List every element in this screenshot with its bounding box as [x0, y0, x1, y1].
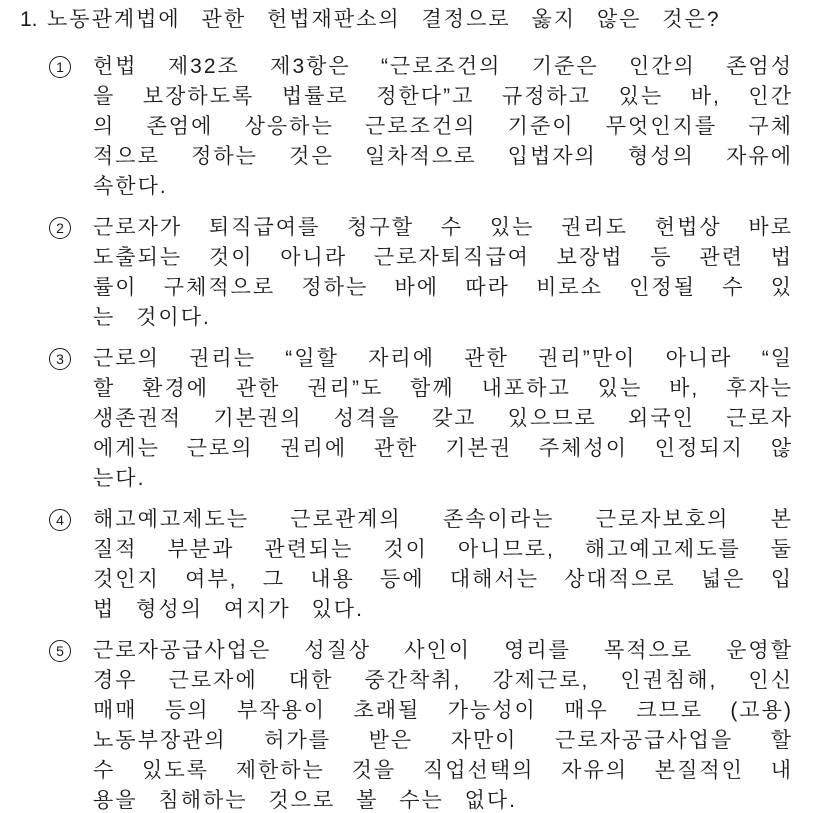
option-3-marker: [49, 344, 93, 374]
option-4-marker: [49, 505, 93, 535]
question-text: 노동관계법에 관한 헌법재판소의 결정으로 옳지 않은 것은?: [47, 8, 721, 31]
option-line: 것인지 여부, 그 내용 등에 대해서는 상대적으로 넓은 입: [93, 568, 793, 591]
option-4-text: [93, 505, 793, 625]
option-line: 질적 부분과 관련되는 것이 아니므로, 해고예고제도를 둘: [93, 538, 793, 561]
option-line: 수 있도록 제한하는 것을 직업선택의 자유의 본질적인 내: [93, 759, 793, 782]
option-1-marker: [49, 52, 93, 82]
option-line: 매매 등의 부작용이 초래될 가능성이 매우 크므로 (고용): [93, 699, 793, 722]
option-5-marker: [49, 636, 93, 666]
option-line: 도출되는 것이 아니라 근로자퇴직급여 보장법 등 관련 법: [93, 246, 793, 269]
circled-number-icon: 3: [49, 348, 71, 370]
option-line: 을 보장하도록 법률로 정한다”고 규정하고 있는 바, 인간: [93, 85, 793, 108]
answer-option-4: [0, 505, 826, 625]
question-number: 1.: [20, 8, 38, 31]
option-2-text: [93, 213, 793, 333]
option-line: 해고예고제도는 근로관계의 존속이라는 근로자보호의 본: [93, 508, 793, 531]
option-2-marker: [49, 213, 93, 243]
option-line: 헌법 제32조 제3항은 “근로조건의 기준은 인간의 존엄성: [93, 55, 793, 78]
answer-option-5: [0, 636, 826, 813]
option-line: 근로자가 퇴직급여를 청구할 수 있는 권리도 헌법상 바로: [93, 216, 793, 239]
option-line: 경우 근로자에 대한 중간착취, 강제근로, 인권침해, 인신: [93, 669, 793, 692]
answer-option-2: [0, 213, 826, 333]
option-5-text: [93, 636, 793, 813]
option-line: 근로의 권리는 “일할 자리에 관한 권리”만이 아니라 “일: [93, 347, 793, 370]
circled-number-icon: 4: [49, 509, 71, 531]
option-line: 근로자공급사업은 성질상 사인이 영리를 목적으로 운영할: [93, 639, 793, 662]
option-line: 에게는 근로의 권리에 관한 기본권 주체성이 인정되지 않: [93, 437, 793, 460]
option-3-text: [93, 344, 793, 494]
option-line: 는다.: [93, 467, 146, 490]
option-line: 속한다.: [93, 175, 168, 198]
option-line: 법 형성의 여지가 있다.: [93, 598, 364, 621]
answer-option-1: [0, 52, 826, 202]
answer-option-3: [0, 344, 826, 494]
option-line: 할 환경에 관한 권리”도 함께 내포하고 있는 바, 후자는: [93, 377, 793, 400]
circled-number-icon: 2: [49, 217, 71, 239]
option-line: 용을 침해하는 것으로 볼 수는 없다.: [93, 789, 518, 812]
option-line: 적으로 정하는 것은 일차적으로 입법자의 형성의 자유에: [93, 145, 793, 168]
option-line: 의 존엄에 상응하는 근로조건의 기준이 무엇인지를 구체: [93, 115, 793, 138]
circled-number-icon: 5: [49, 640, 71, 662]
option-line: 생존권적 기본권의 성격을 갖고 있으므로 외국인 근로자: [93, 407, 793, 430]
option-1-text: [93, 52, 793, 202]
option-line: 노동부장관의 허가를 받은 자만이 근로자공급사업을 할: [93, 729, 793, 752]
circled-number-icon: 1: [49, 56, 71, 78]
option-line: 는 것이다.: [93, 306, 211, 329]
question-row: [0, 5, 826, 35]
option-line: 률이 구체적으로 정하는 바에 따라 비로소 인정될 수 있: [93, 276, 793, 299]
